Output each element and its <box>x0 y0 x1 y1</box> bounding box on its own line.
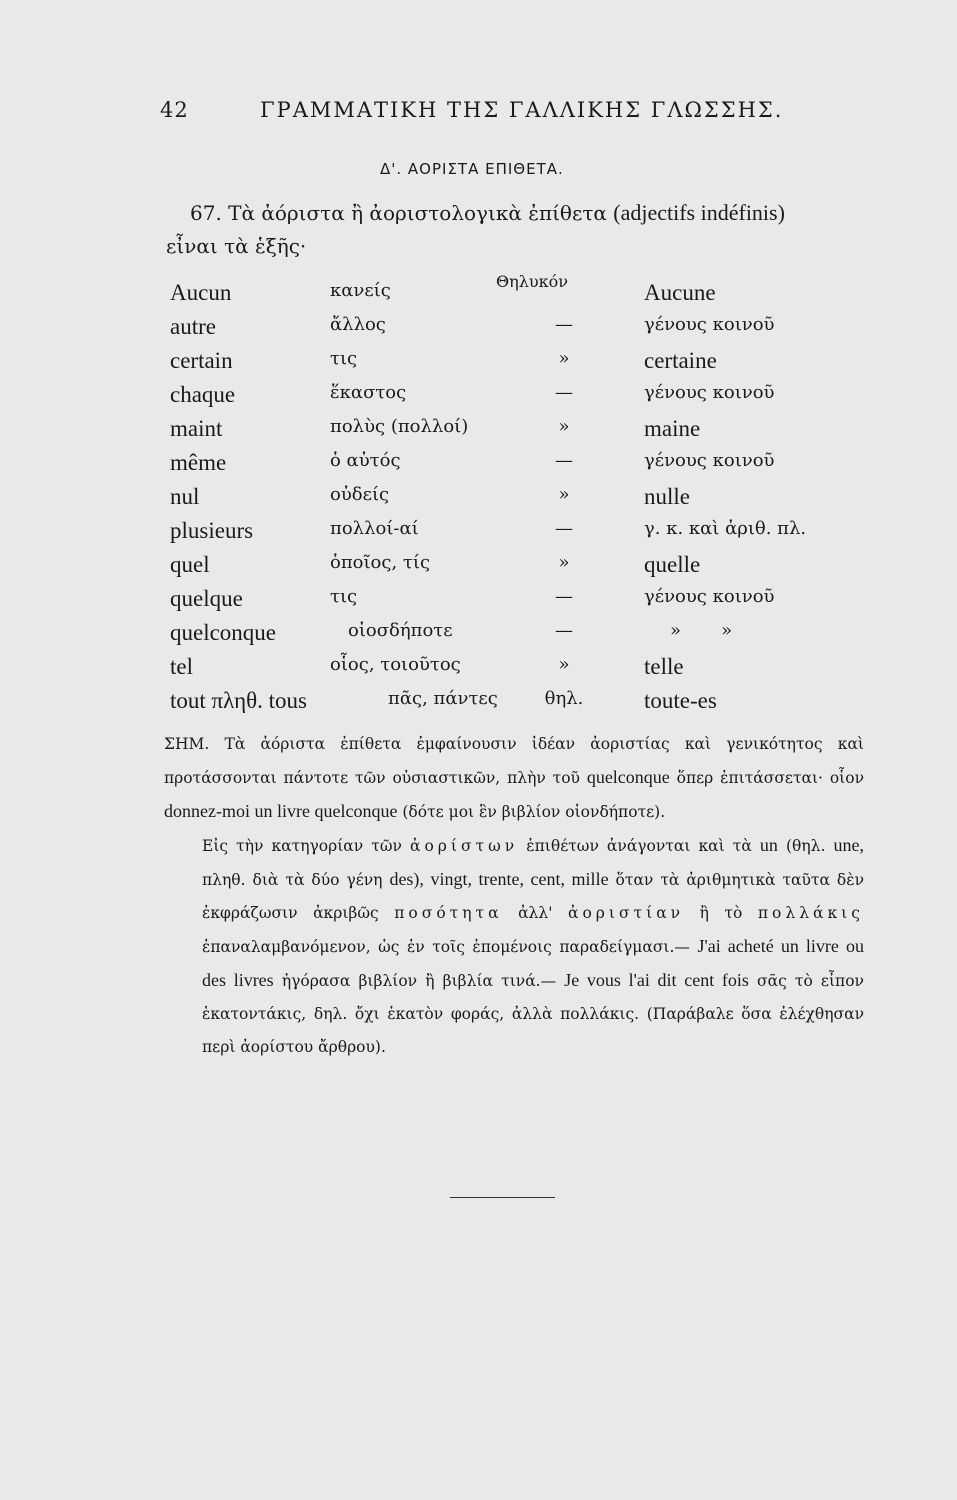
french-example: un <box>759 835 778 855</box>
feminine-form: toute-es <box>644 688 717 713</box>
french-example: une, <box>833 835 864 855</box>
table-row <box>170 382 860 416</box>
row-mark: » <box>558 348 570 369</box>
remark-paragraph-2 <box>164 829 864 1064</box>
row-mark: » <box>558 416 570 437</box>
intro-line-1 <box>166 196 856 230</box>
french-masculine: certain <box>170 348 233 373</box>
feminine-form: quelle <box>644 552 701 577</box>
table-row <box>170 620 860 654</box>
greek-meaning: πολὺς (πολλοί) <box>330 416 469 437</box>
row-mark: θηλ. <box>544 688 584 709</box>
table-row <box>170 654 860 688</box>
greek-meaning: οὐδείς <box>330 484 390 505</box>
page-number: 42 <box>160 98 189 122</box>
greek-meaning: πᾶς, πάντες <box>388 688 498 709</box>
french-masculine: chaque <box>170 382 236 407</box>
remark-block <box>164 728 864 1064</box>
french-masculine: quelconque <box>170 620 277 645</box>
table-row <box>170 314 860 348</box>
french-example: quelconque <box>586 767 670 787</box>
table-row <box>170 586 860 620</box>
table-row <box>170 416 860 450</box>
note-text: ΣΗΜ. Τὰ ἀόριστα ἐπίθετα ἐμφαίνουσιν ἰδέαν ἀοριστίας καὶ γενικότητος καὶ προτάσσονται πάντοτε τῶν οὐσιαστικῶν, πλὴν τοῦ <box>164 735 864 787</box>
note-text: ἀλλ' <box>518 904 553 922</box>
greek-meaning: ἄλλος <box>330 314 386 335</box>
greek-meaning: οἷος, τοιοῦτος <box>330 654 461 675</box>
french-example: des), vingt, trente, cent, mille <box>389 869 609 889</box>
table-row <box>170 484 860 518</box>
spaced-term: ἀοριστίαν <box>567 904 685 922</box>
feminine-form: γένους κοινοῦ <box>644 450 775 471</box>
feminine-form: γ. κ. καὶ ἀριθ. πλ. <box>644 518 807 539</box>
section-intro <box>166 196 856 263</box>
greek-meaning: οἱοσδήποτε <box>348 620 453 641</box>
table-row <box>170 348 860 382</box>
french-masculine: autre <box>170 314 216 339</box>
greek-meaning: ὁ αὐτός <box>330 450 401 471</box>
feminine-form: γένους κοινοῦ <box>644 382 775 403</box>
feminine-form: γένους κοινοῦ <box>644 586 775 607</box>
intro-line-2: εἶναι τὰ ἑξῆς· <box>166 234 307 258</box>
feminine-form: Aucune <box>644 280 716 305</box>
greek-meaning: ἕκαστος <box>330 382 407 403</box>
row-mark: — <box>555 586 573 607</box>
table-row <box>170 450 860 484</box>
note-text: ἢ τὸ <box>699 904 743 922</box>
spaced-term: ἀορίστων <box>409 837 519 855</box>
spaced-term: ποσότητα <box>394 904 503 922</box>
french-masculine: plusieurs <box>170 518 254 543</box>
note-text: σᾶς τὸ εἶπον ἑκατοντάκις, δηλ. ὄχι ἑκατὸν φοράς, ἀλλὰ πολλάκις. (Παράβαλε ὅσα ἐλέχθησαν περὶ ἀορίστου ἄρθρου). <box>202 972 864 1056</box>
note-text: ὅταν τὰ ἀριθμητικὰ ταῦτα δὲν ἐκφράζωσιν ἀκριβῶς <box>202 871 865 922</box>
note-text: ἐπιθέτων ἀνάγονται καὶ τὰ <box>526 837 752 855</box>
greek-meaning: ὁποῖος, τίς <box>330 552 431 573</box>
greek-meaning: τις <box>330 586 358 607</box>
remark-paragraph-1 <box>164 728 864 829</box>
french-example: J'ai acheté un livre ou des livres <box>202 936 864 990</box>
french-example: donnez-moi un livre quelconque <box>164 801 398 821</box>
french-masculine: quelque <box>170 586 243 611</box>
greek-meaning: τις <box>330 348 358 369</box>
running-title: ΓΡΑΜΜΑΤΙΚΗ ΤΗΣ ΓΑΛΛΙΚΗΣ ΓΛΩΣΣΗΣ. <box>260 98 784 122</box>
french-masculine: tel <box>170 654 193 679</box>
greek-meaning: κανείς <box>330 280 391 301</box>
note-text: (δότε μοι ἓν βιβλίον οἱονδήποτε). <box>402 803 666 821</box>
note-text: ἠγόρασα βιβλίον ἢ βιβλία τινά.— <box>281 972 557 990</box>
row-mark: — <box>555 450 573 471</box>
row-mark: — <box>555 314 573 335</box>
table-row <box>170 280 860 314</box>
row-mark: — <box>555 518 573 539</box>
greek-meaning: πολλοί-αί <box>330 518 419 539</box>
french-masculine: tout πληθ. tous <box>170 688 307 713</box>
table-row <box>170 518 860 552</box>
row-mark: — <box>555 620 573 641</box>
french-masculine: même <box>170 450 227 475</box>
row-mark: » <box>558 552 570 573</box>
note-text: πληθ. διὰ τὰ δύο γένη <box>202 871 383 889</box>
feminine-form: maine <box>644 416 701 441</box>
note-text: ὅπερ ἐπιτάσσεται· οἷον <box>676 769 864 787</box>
feminine-form: nulle <box>644 484 690 509</box>
feminine-form: » » <box>670 620 733 641</box>
feminine-form: γένους κοινοῦ <box>644 314 775 335</box>
feminine-form: telle <box>644 654 684 679</box>
french-masculine: nul <box>170 484 200 509</box>
french-masculine: Aucun <box>170 280 232 305</box>
table-row <box>170 552 860 586</box>
note-text: ἐπαναλαμβανόμενον, ὡς ἐν τοῖς ἑπομένοις παραδείγμασι.— <box>202 938 690 956</box>
french-masculine: maint <box>170 416 223 441</box>
end-rule <box>450 1197 555 1198</box>
note-text: Εἰς τὴν κατηγορίαν τῶν <box>202 837 402 855</box>
row-mark: » <box>558 654 570 675</box>
row-mark: » <box>558 484 570 505</box>
spaced-term: πολλάκις <box>757 904 864 922</box>
french-example: Je vous l'ai dit cent fois <box>564 970 749 990</box>
table-row <box>170 688 860 722</box>
feminine-form: certaine <box>644 348 717 373</box>
row-mark: — <box>555 382 573 403</box>
feminine-column-header: Θηλυκόν <box>496 272 568 291</box>
section-heading: Δ'. ΑΟΡΙΣΤΑ ΕΠΙΘΕΤΑ. <box>380 160 564 178</box>
french-masculine: quel <box>170 552 210 577</box>
intro-prefix: 67. Τὰ ἀόριστα ἢ ἀοριστολογικὰ ἐπίθετα <box>190 201 607 225</box>
intro-french-term: (adjectifs indéfinis) <box>613 200 785 225</box>
note-text: (θηλ. <box>786 837 826 855</box>
